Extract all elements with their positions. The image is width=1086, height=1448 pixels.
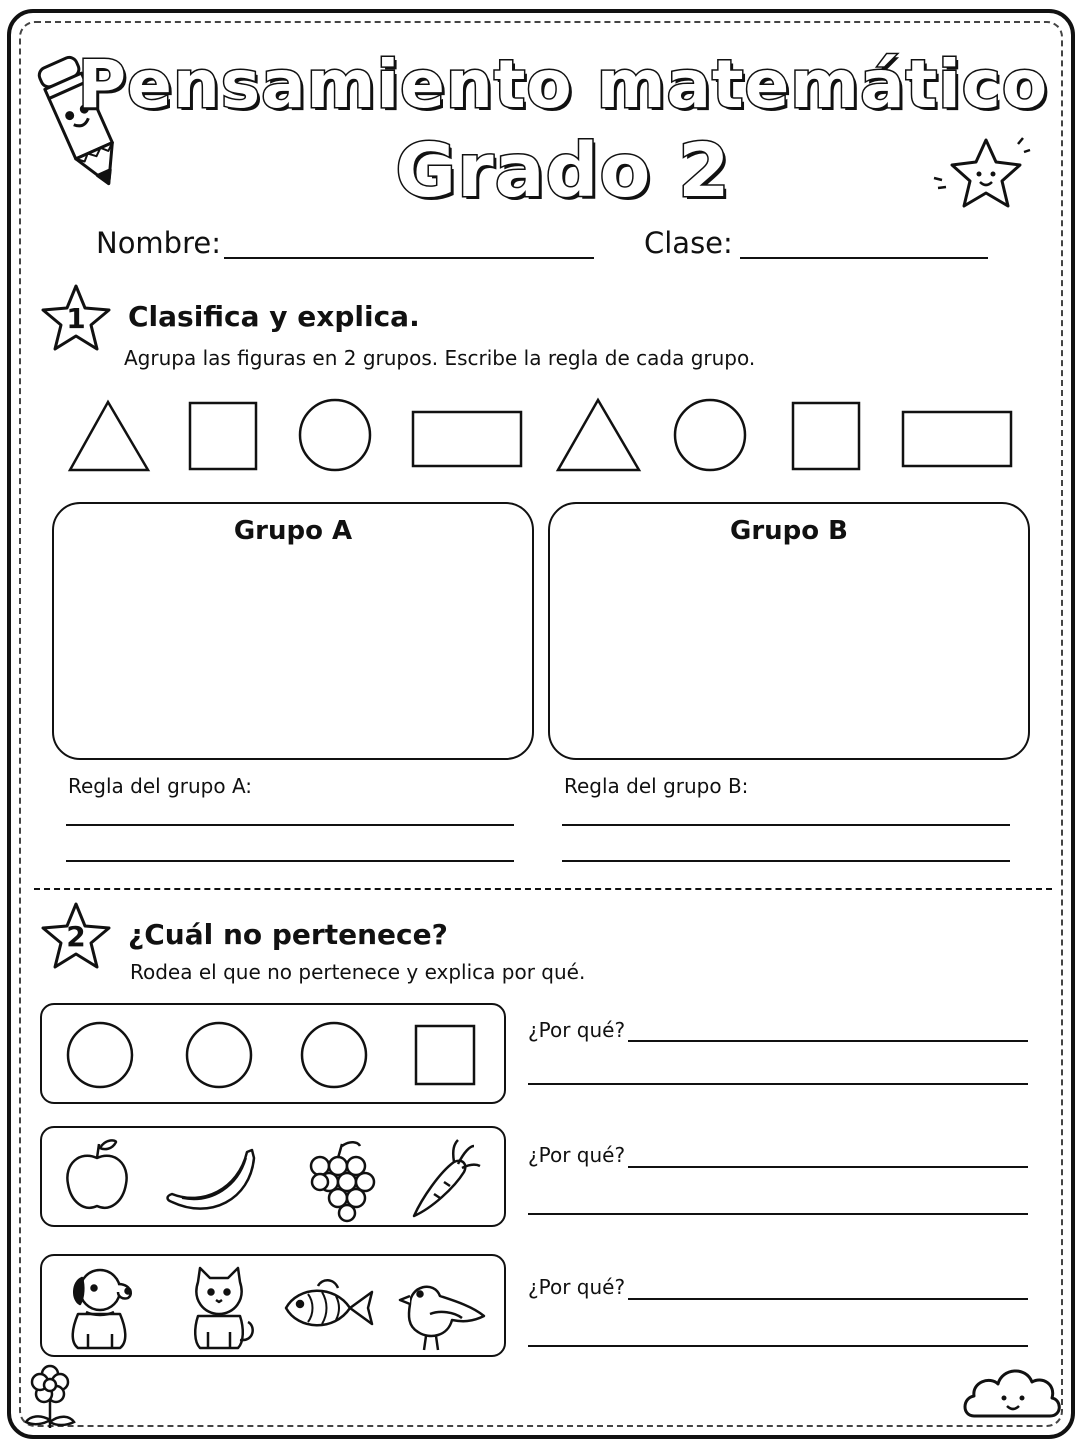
why-answer-line[interactable]	[628, 1298, 1028, 1300]
odd-one-out-row-animals	[40, 1254, 506, 1357]
class-field[interactable]	[740, 257, 988, 259]
flower-icon	[18, 1364, 82, 1430]
circle-shape	[300, 400, 370, 470]
why-answer-line[interactable]	[528, 1083, 1028, 1085]
group-b-box[interactable]	[548, 502, 1030, 760]
question-number-badge	[38, 282, 114, 354]
rule-a-label: Regla del grupo A:	[68, 774, 253, 798]
odd-one-out-row-food	[40, 1126, 506, 1227]
smiling-cloud-icon	[960, 1356, 1064, 1424]
why-answer-line[interactable]	[628, 1166, 1028, 1168]
odd-one-out-row-shapes	[40, 1003, 506, 1104]
rule-b-line-2[interactable]	[562, 860, 1010, 862]
banana-icon	[168, 1150, 255, 1209]
question-title: ¿Cuál no pertenece?	[128, 918, 448, 951]
carrot-icon	[414, 1140, 480, 1216]
triangle-shape	[70, 402, 148, 470]
grade-title: Grado 2	[395, 128, 731, 214]
why-label: ¿Por qué?	[528, 1143, 626, 1167]
question-number-badge	[38, 900, 114, 972]
name-label: Nombre:	[96, 226, 221, 260]
square-option	[416, 1026, 474, 1084]
question-instruction: Agrupa las figuras en 2 grupos. Escribe la regla de cada grupo.	[124, 346, 756, 370]
question-number: 2	[66, 920, 86, 953]
rectangle-shape	[903, 412, 1011, 466]
bird-icon	[400, 1287, 484, 1350]
square-shape	[793, 403, 859, 469]
rule-b-label: Regla del grupo B:	[564, 774, 749, 798]
rectangle-shape	[413, 412, 521, 466]
why-label: ¿Por qué?	[528, 1275, 626, 1299]
apple-icon	[67, 1140, 126, 1207]
why-answer-line[interactable]	[528, 1345, 1028, 1347]
circle-option	[187, 1023, 251, 1087]
cat-icon	[195, 1268, 252, 1348]
section-divider	[34, 888, 1052, 890]
name-field[interactable]	[224, 257, 594, 259]
why-answer-line[interactable]	[528, 1213, 1028, 1215]
worksheet-title: Pensamiento matemático	[77, 46, 1049, 123]
grapes-icon	[311, 1142, 374, 1221]
circle-shape	[675, 400, 745, 470]
rule-b-line-1[interactable]	[562, 824, 1010, 826]
why-label: ¿Por qué?	[528, 1018, 626, 1042]
group-a-title: Grupo A	[233, 516, 353, 546]
dog-icon	[73, 1270, 131, 1348]
question-title: Clasifica y explica.	[128, 300, 420, 333]
rule-a-line-1[interactable]	[66, 824, 514, 826]
why-answer-line[interactable]	[628, 1040, 1028, 1042]
shapes-row	[0, 390, 1086, 480]
circle-option	[68, 1023, 132, 1087]
class-label: Clase:	[644, 226, 733, 260]
fish-icon	[286, 1280, 372, 1325]
rule-a-line-2[interactable]	[66, 860, 514, 862]
question-number: 1	[66, 302, 86, 335]
question-instruction: Rodea el que no pertenece y explica por qué.	[130, 960, 586, 984]
triangle-shape	[558, 400, 639, 470]
circle-option	[302, 1023, 366, 1087]
group-b-title: Grupo B	[729, 516, 848, 546]
group-a-box[interactable]	[52, 502, 534, 760]
smiling-star-icon	[930, 132, 1030, 222]
square-shape	[190, 403, 256, 469]
